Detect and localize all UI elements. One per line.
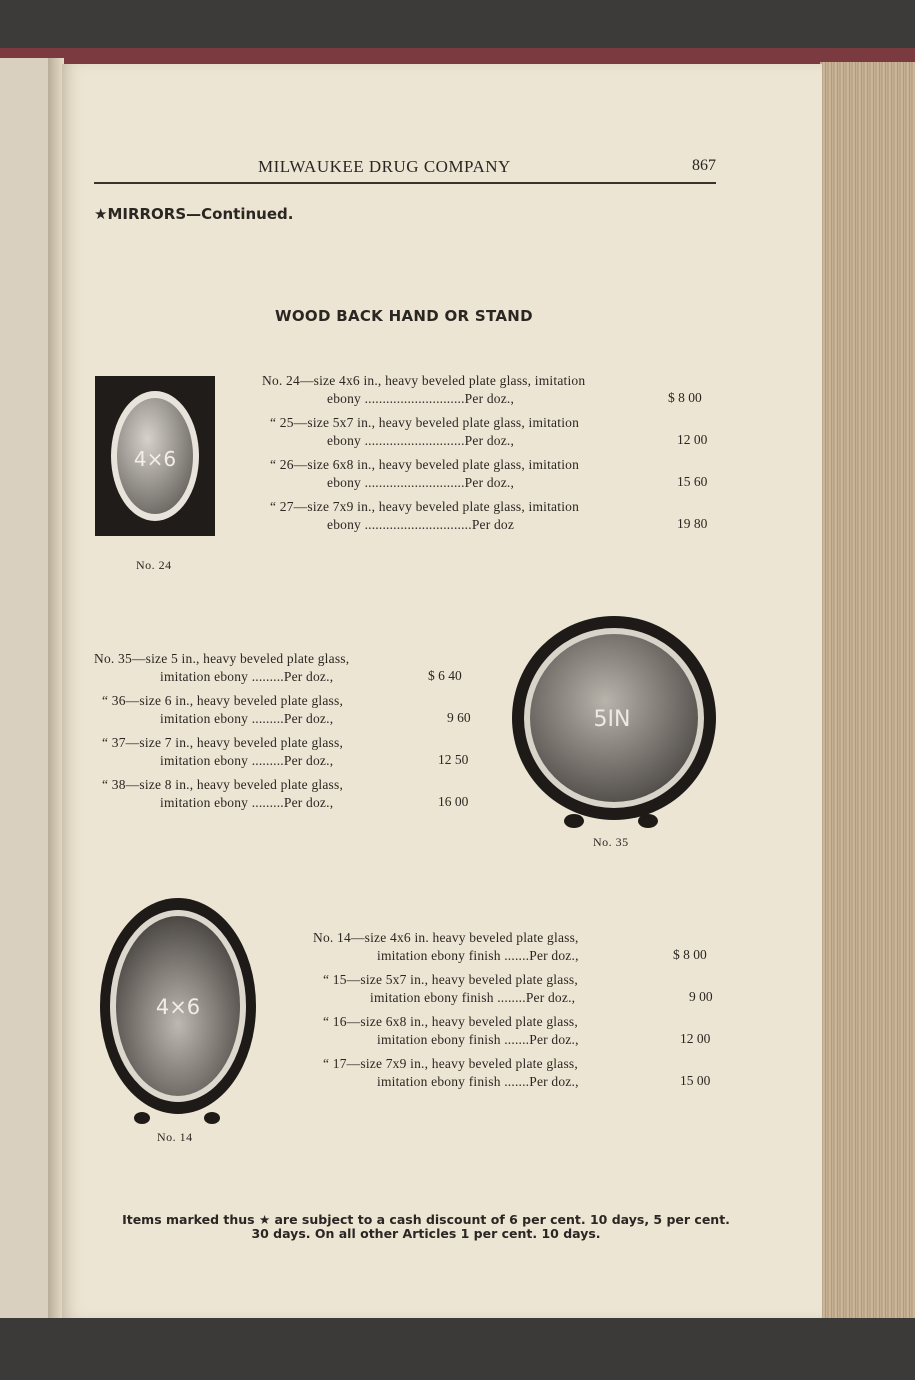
item-17-line2: imitation ebony finish .......Per doz.,	[377, 1074, 579, 1089]
item-36-line2: imitation ebony .........Per doz.,	[160, 711, 334, 726]
footer-line1: Items marked thus ★ are subject to a cash discount of 6 per cent. 10 days, 5 per cent.	[122, 1212, 730, 1227]
item-26-line1: “ 26—size 6x8 in., heavy beveled plate glass, imitation	[270, 457, 580, 472]
item-37-line2: imitation ebony .........Per doz.,	[160, 753, 334, 768]
item-35-price: $ 6 40	[428, 668, 462, 683]
item-14-line1: No. 14—size 4x6 in. heavy beveled plate glass,	[313, 930, 579, 945]
item-15-line2: imitation ebony finish ........Per doz.,	[370, 990, 576, 1005]
item-36-line1: “ 36—size 6 in., heavy beveled plate glass,	[102, 693, 344, 708]
mirror-no35-illustration	[508, 616, 720, 832]
item-25-line2: ebony ............................Per doz.,	[327, 433, 515, 448]
item-16-price: 12 00	[680, 1031, 711, 1046]
item-27-line2: ebony ..............................Per doz	[327, 517, 515, 532]
item-35-line2: imitation ebony .........Per doz.,	[160, 669, 334, 684]
mirror-no35-image	[508, 616, 720, 832]
item-26-price: 15 60	[677, 474, 708, 489]
caption-no14: No. 14	[157, 1130, 193, 1144]
header-rule	[94, 182, 716, 184]
item-35-line1: No. 35—size 5 in., heavy beveled plate glass,	[94, 651, 350, 666]
item-14-price: $ 8 00	[673, 947, 707, 962]
item-27-line1: “ 27—size 7x9 in., heavy beveled plate glass, imitation	[270, 499, 580, 514]
item-17-price: 15 00	[680, 1073, 711, 1088]
item-24-price: $ 8 00	[668, 390, 702, 405]
mirror-no14-illustration	[98, 896, 258, 1126]
page-edges	[820, 62, 915, 1324]
item-15-price: 9 00	[689, 989, 713, 1004]
mirror-no14-label: 4×6	[155, 995, 201, 1019]
item-36-price: 9 60	[447, 710, 471, 725]
mirror-no24-illustration	[95, 376, 215, 536]
section-title: ★MIRRORS—Continued.	[94, 205, 294, 223]
item-16-line1: “ 16—size 6x8 in., heavy beveled plate glass,	[323, 1014, 578, 1029]
mirror-no24-label: 4×6	[133, 447, 177, 471]
item-25-price: 12 00	[677, 432, 708, 447]
item-38-price: 16 00	[438, 794, 469, 809]
item-24-line1: No. 24—size 4x6 in., heavy beveled plate glass, imitation	[262, 373, 586, 388]
caption-no24: No. 24	[136, 558, 172, 572]
background-bottom	[0, 1318, 915, 1380]
item-24-line2: ebony ............................Per doz.,	[327, 391, 515, 406]
item-15-line1: “ 15—size 5x7 in., heavy beveled plate glass,	[323, 972, 578, 987]
page-header-title: MILWAUKEE DRUG COMPANY	[258, 157, 511, 176]
item-25-line1: “ 25—size 5x7 in., heavy beveled plate glass, imitation	[270, 415, 580, 430]
footer-line2: 30 days. On all other Articles 1 per cent. 10 days.	[251, 1226, 601, 1241]
item-26-line2: ebony ............................Per doz.,	[327, 475, 515, 490]
item-38-line2: imitation ebony .........Per doz.,	[160, 795, 334, 810]
mirror-no35-label: 5IN	[593, 707, 631, 732]
page-number: 867	[692, 157, 716, 174]
item-37-line1: “ 37—size 7 in., heavy beveled plate glass,	[102, 735, 344, 750]
item-16-line2: imitation ebony finish .......Per doz.,	[377, 1032, 579, 1047]
mirror-no24-image	[95, 376, 215, 536]
item-37-price: 12 50	[438, 752, 469, 767]
item-17-line1: “ 17—size 7x9 in., heavy beveled plate glass,	[323, 1056, 578, 1071]
discount-footer	[70, 1213, 782, 1241]
item-38-line1: “ 38—size 8 in., heavy beveled plate glass,	[102, 777, 344, 792]
subtitle: WOOD BACK HAND OR STAND	[275, 307, 533, 325]
item-27-price: 19 80	[677, 516, 708, 531]
mirror-no14-image	[98, 896, 258, 1126]
item-14-line2: imitation ebony finish .......Per doz.,	[377, 948, 579, 963]
caption-no35: No. 35	[593, 835, 629, 849]
